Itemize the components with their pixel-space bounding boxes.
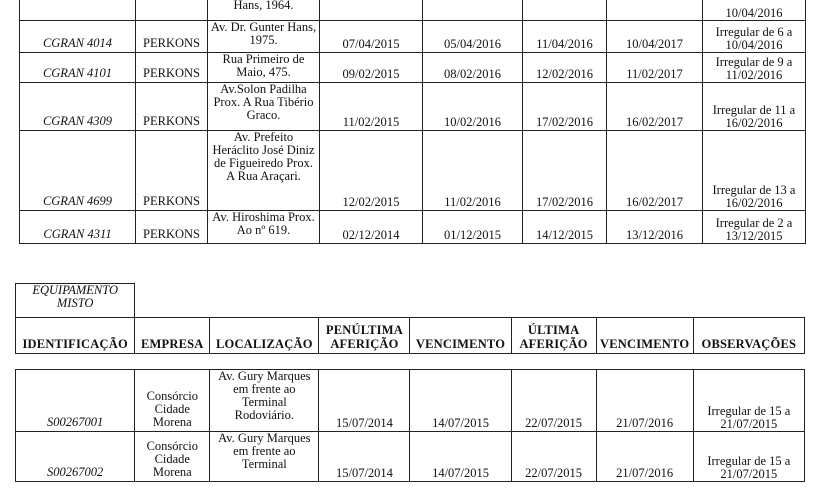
cell-localizacao: Av. Prefeito Heráclito José Diniz de Figueiredo Prox. A Rua Araçari. [208, 131, 320, 211]
cell-identificacao: CGRAN 4311 [20, 211, 136, 244]
equipment-table-top [19, 0, 806, 244]
cell-ultima-afericao: 11/04/2016 [523, 21, 607, 53]
cell-vencimento: 11/02/2016 [423, 131, 523, 211]
header-identificacao: IDENTIFICAÇÃO [16, 318, 135, 354]
header-ultima-afericao: ÚLTIMA AFERIÇÃO [511, 318, 596, 354]
cell-localizacao: Rua Primeiro de Maio, 475. [208, 53, 320, 83]
cell-observacoes: Irregular de 9 a 11/02/2016 [703, 53, 806, 83]
mixed-equipment-header [15, 283, 805, 354]
cell-localizacao: Av.Solon Padilha Prox. A Rua Tibério Graco. [208, 83, 320, 131]
cell-identificacao: S00267002 [16, 432, 135, 482]
cell-vencimento: 05/04/2016 [423, 21, 523, 53]
cell-penultima-afericao: 12/02/2015 [320, 131, 423, 211]
table-row [20, 83, 806, 131]
table-row [20, 21, 806, 53]
cell-empresa: PERKONS [136, 21, 208, 53]
cell-vencimento-2 [607, 0, 703, 21]
cell-observacoes: Irregular de 6 a 10/04/2016 [703, 21, 806, 53]
cell-vencimento: 10/02/2016 [423, 83, 523, 131]
cell-localizacao: Hans, 1964. [208, 0, 320, 21]
cell-vencimento-2: 16/02/2017 [607, 83, 703, 131]
table-row [20, 0, 806, 21]
cell-localizacao: Av. Gury Marques em frente ao Terminal Rodoviário. [210, 370, 319, 432]
cell-identificacao: CGRAN 4101 [20, 53, 136, 83]
table-row [20, 131, 806, 211]
cell-vencimento-2: 21/07/2016 [596, 432, 693, 482]
cell-identificacao: CGRAN 4014 [20, 21, 136, 53]
cell-penultima-afericao: 09/02/2015 [320, 53, 423, 83]
header-penultima-afericao: PENÚLTIMA AFERIÇÃO [319, 318, 410, 354]
cell-vencimento-2: 10/04/2017 [607, 21, 703, 53]
header-vencimento: VENCIMENTO [410, 318, 511, 354]
cell-vencimento: 14/07/2015 [410, 432, 511, 482]
cell-ultima-afericao: 17/02/2016 [523, 83, 607, 131]
cell-ultima-afericao: 17/02/2016 [523, 131, 607, 211]
cell-identificacao: CGRAN 4309 [20, 83, 136, 131]
cell-empresa [136, 0, 208, 21]
cell-observacoes: Irregular de 15 a 21/07/2015 [693, 370, 804, 432]
cell-identificacao: CGRAN 4699 [20, 131, 136, 211]
cell-ultima-afericao: 12/02/2016 [523, 53, 607, 83]
cell-empresa: PERKONS [136, 131, 208, 211]
cell-penultima-afericao [320, 0, 423, 21]
cell-identificacao: S00267001 [16, 370, 135, 432]
cell-vencimento-2: 11/02/2017 [607, 53, 703, 83]
cell-localizacao: Av. Dr. Gunter Hans, 1975. [208, 21, 320, 53]
cell-empresa: Consórcio Cidade Morena [135, 432, 210, 482]
cell-penultima-afericao: 07/04/2015 [320, 21, 423, 53]
header-empresa: EMPRESA [135, 318, 210, 354]
header-vencimento-2: VENCIMENTO [596, 318, 693, 354]
cell-ultima-afericao: 14/12/2015 [523, 211, 607, 244]
cell-empresa: Consórcio Cidade Morena [135, 370, 210, 432]
cell-observacoes: Irregular de 13 a 16/02/2016 [703, 131, 806, 211]
cell-vencimento: 14/07/2015 [410, 370, 511, 432]
table-row [16, 432, 805, 482]
cell-ultima-afericao: 22/07/2015 [511, 432, 596, 482]
cell-observacoes: Irregular de 15 a 21/07/2015 [693, 432, 804, 482]
cell-ultima-afericao [523, 0, 607, 21]
section-label: EQUIPAMENTO MISTO [16, 284, 135, 318]
cell-observacoes: Irregular de 2 a 13/12/2015 [703, 211, 806, 244]
table-row [20, 211, 806, 244]
cell-empresa: PERKONS [136, 211, 208, 244]
cell-empresa: PERKONS [136, 83, 208, 131]
cell-observacoes: 10/04/2016 [703, 0, 806, 21]
table-row [16, 370, 805, 432]
cell-vencimento-2: 16/02/2017 [607, 131, 703, 211]
header-observacoes: OBSERVAÇÕES [693, 318, 804, 354]
cell-ultima-afericao: 22/07/2015 [511, 370, 596, 432]
cell-empresa: PERKONS [136, 53, 208, 83]
cell-penultima-afericao: 02/12/2014 [320, 211, 423, 244]
cell-identificacao [20, 0, 136, 21]
cell-penultima-afericao: 15/07/2014 [319, 370, 410, 432]
mixed-equipment-table [15, 369, 805, 482]
cell-vencimento [423, 0, 523, 21]
cell-vencimento-2: 21/07/2016 [596, 370, 693, 432]
cell-penultima-afericao: 11/02/2015 [320, 83, 423, 131]
cell-localizacao: Av. Gury Marques em frente ao Terminal [210, 432, 319, 482]
cell-vencimento-2: 13/12/2016 [607, 211, 703, 244]
cell-vencimento: 08/02/2016 [423, 53, 523, 83]
cell-observacoes: Irregular de 11 a 16/02/2016 [703, 83, 806, 131]
cell-penultima-afericao: 15/07/2014 [319, 432, 410, 482]
cell-vencimento: 01/12/2015 [423, 211, 523, 244]
header-localizacao: LOCALIZAÇÃO [210, 318, 319, 354]
table-row [20, 53, 806, 83]
cell-localizacao: Av. Hiroshima Prox. Ao nº 619. [208, 211, 320, 244]
